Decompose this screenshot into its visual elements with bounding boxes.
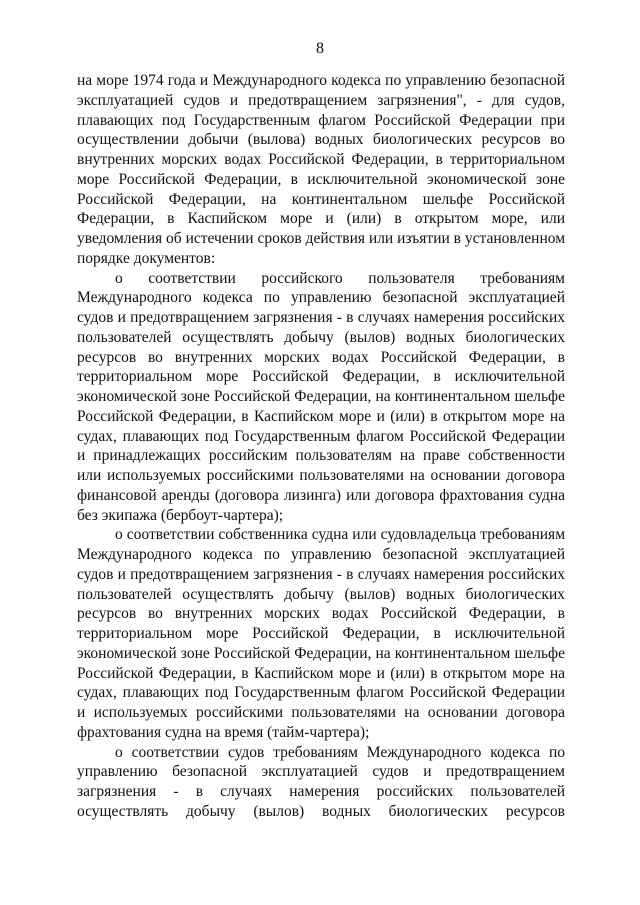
paragraph-item-owner-compliance: о соответствии собственника судна или судовладельца требованиям Международного кодекса по управлению безопасной эксплуатацией судов и предотвращением загрязнения - в случаях намерения российских пользователей осуществлять добычу (вылов) водных биологических ресурсов во внутренних морских водах Российской Федерации, в территориальном море Российской Федерации, в исключительной экономической зоне Российской Федерации, на континентальном шельфе Российской Федерации, в Каспийском море и (или) в открытом море на судах, плавающих под Государственным флагом Российской Федерации и используемых российскими пользователями на основании договора фрахтования судна на время (тайм-чартера); bbox=[77, 526, 565, 741]
paragraph-continuation: на море 1974 года и Международного кодекса по управлению безопасной эксплуатацией судов и предотвращением загрязнения", - для судов, плавающих под Государственным флагом Российской Федерации при осуществлении добычи (вылова) водных биологических ресурсов во внутренних морских водах Российской Федерации, в территориальном море Российской Федерации, в исключительной экономической зоне Российской Федерации, на континентальном шельфе Российской Федерации, в Каспийском море и (или) в открытом море, или уведомления об истечении сроков действия или изъятии в установленном порядке документов: bbox=[77, 72, 565, 267]
page-number: 8 bbox=[316, 40, 324, 57]
paragraph-item-user-compliance: о соответствии российского пользователя требованиям Международного кодекса по управлению безопасной эксплуатацией судов и предотвращением загрязнения - в случаях намерения российских пользователей осуществлять добычу (вылов) водных биологических ресурсов во внутренних морских водах Российской Федерации, в территориальном море Российской Федерации, в исключительной экономической зоне Российской Федерации, на континентальном шельфе Российской Федерации, в Каспийском море и (или) в открытом море на судах, плавающих под Государственным флагом Российской Федерации и принадлежащих российским пользователям на праве собственности или используемых российскими пользователями на основании договора финансовой аренды (договора лизинга) или договора фрахтования судна без экипажа (бербоут-чартера); bbox=[77, 269, 565, 524]
document-body bbox=[77, 71, 565, 822]
paragraph-item-vessels-compliance: о соответствии судов требованиям Международного кодекса по управлению безопасной эксплуатацией судов и предотвращением загрязнения - в случаях намерения российских пользователей осуществлять добычу (вылов) водных биологических ресурсов bbox=[77, 743, 565, 820]
